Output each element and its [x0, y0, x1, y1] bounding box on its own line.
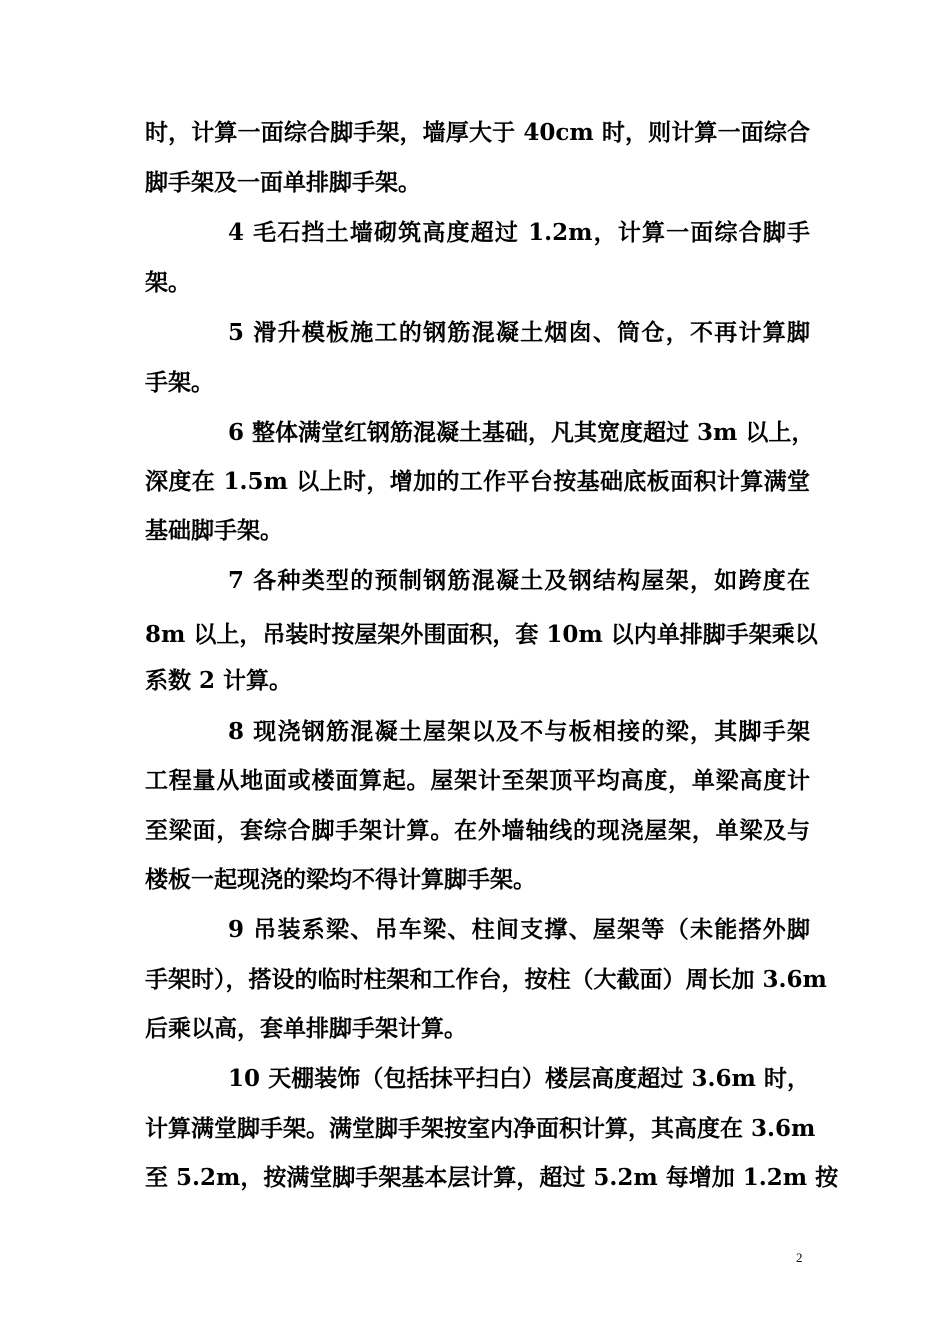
- paragraph-line: 至 5.2m，按满堂脚手架基本层计算，超过 5.2m 每增加 1.2m 按: [145, 1164, 839, 1191]
- paragraph-line: 后乘以高，套单排脚手架计算。: [145, 1015, 467, 1042]
- paragraph-line: 时，计算一面综合脚手架，墙厚大于 40cm 时，则计算一面综合: [145, 119, 810, 146]
- paragraph-line: 计算满堂脚手架。满堂脚手架按室内净面积计算，其高度在 3.6m: [145, 1115, 816, 1142]
- paragraph-line: 6 整体满堂红钢筋混凝土基础，凡其宽度超过 3m 以上，: [228, 419, 815, 446]
- paragraph-line: 系数 2 计算。: [145, 667, 293, 694]
- paragraph-line: 深度在 1.5m 以上时，增加的工作平台按基础底板面积计算满堂: [145, 468, 810, 495]
- paragraph-line: 架。: [145, 269, 191, 296]
- paragraph-line: 脚手架及一面单排脚手架。: [145, 169, 421, 196]
- paragraph-line: 8 现浇钢筋混凝土屋架以及不与板相接的梁，其脚手架: [228, 718, 810, 745]
- page-number: 2: [796, 1250, 803, 1265]
- paragraph-line: 手架时），搭设的临时柱架和工作台，按柱（大截面）周长加 3.6m: [145, 966, 827, 993]
- paragraph-line: 10 天棚装饰（包括抹平扫白）楼层高度超过 3.6m 时，: [228, 1065, 810, 1092]
- paragraph-line: 楼板一起现浇的梁均不得计算脚手架。: [145, 866, 536, 893]
- paragraph-line: 基础脚手架。: [145, 517, 283, 544]
- paragraph-line: 7 各种类型的预制钢筋混凝土及钢结构屋架，如跨度在: [228, 567, 810, 594]
- paragraph-line: 4 毛石挡土墙砌筑高度超过 1.2m，计算一面综合脚手: [228, 219, 810, 246]
- paragraph-line: 5 滑升模板施工的钢筋混凝土烟囱、筒仓，不再计算脚: [228, 319, 810, 346]
- paragraph-line: 8m 以上，吊装时按屋架外围面积，套 10m 以内单排脚手架乘以: [145, 621, 818, 648]
- paragraph-line: 手架。: [145, 369, 214, 396]
- paragraph-line: 工程量从地面或楼面算起。屋架计至架顶平均高度，单梁高度计: [145, 767, 810, 794]
- paragraph-line: 至梁面，套综合脚手架计算。在外墙轴线的现浇屋架，单梁及与: [145, 817, 810, 844]
- paragraph-line: 9 吊装系梁、吊车梁、柱间支撑、屋架等（未能搭外脚: [228, 916, 810, 943]
